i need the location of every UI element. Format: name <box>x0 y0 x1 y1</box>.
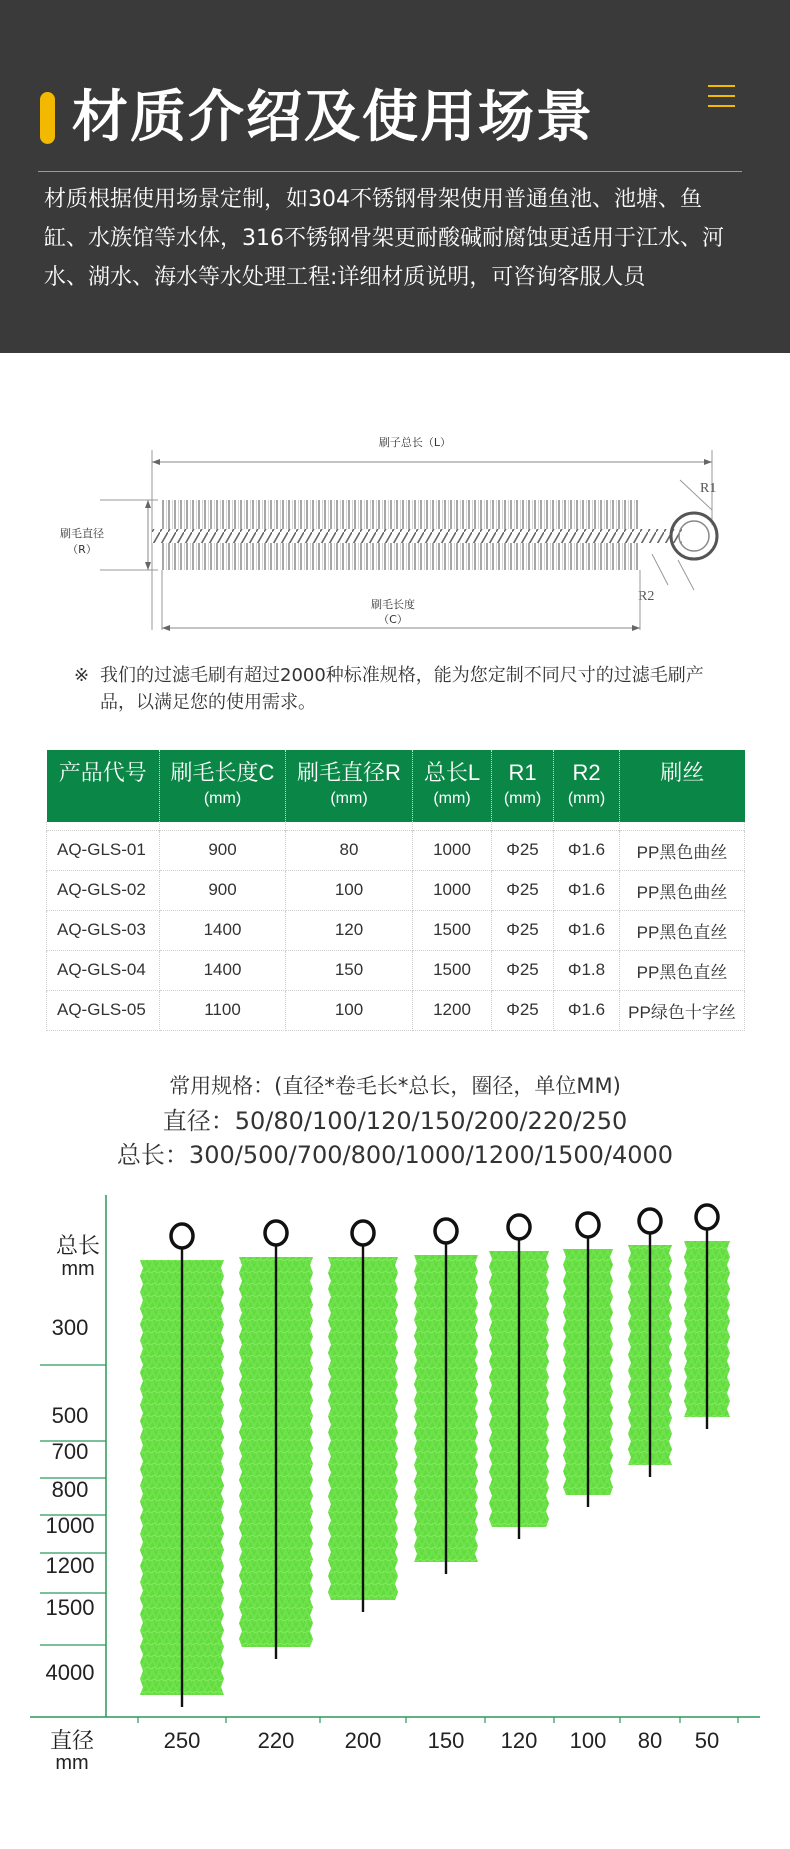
length-tick-label: 500 <box>51 1403 89 1428</box>
column-header-bristle-length: 刷毛长度C (mm) <box>160 750 286 822</box>
cell-product-code: AQ-GLS-04 <box>47 950 160 990</box>
cell-r2: Φ1.8 <box>554 950 620 990</box>
r2-label: R2 <box>638 589 655 604</box>
header-section <box>0 0 790 353</box>
cell-total-length: 1500 <box>413 950 492 990</box>
spec-table <box>46 750 745 1031</box>
diameter-label-code: （R） <box>67 543 97 556</box>
table-header-row <box>47 750 745 822</box>
cell-bristle-diameter: 150 <box>286 950 413 990</box>
cell-bristle-material: PP黑色直丝 <box>620 950 745 990</box>
column-header-r1: R1 (mm) <box>492 750 554 822</box>
bristle-length-label-code: （C） <box>378 613 408 626</box>
brush-loop <box>696 1205 718 1229</box>
cell-r1: Φ25 <box>492 950 554 990</box>
diameter-tick-label: 220 <box>257 1728 295 1753</box>
length-tick-label: 800 <box>51 1477 89 1502</box>
total-length-label: 刷子总长（L） <box>378 436 452 449</box>
cell-bristle-material: PP黑色曲丝 <box>620 830 745 870</box>
chart-brushes <box>140 1205 730 1707</box>
brush-size-chart <box>30 1195 760 1780</box>
y-axis-title: 总长 <box>55 1233 101 1258</box>
cell-bristle-diameter: 100 <box>286 990 413 1030</box>
brush-50 <box>684 1205 730 1429</box>
cell-r2: Φ1.6 <box>554 990 620 1030</box>
diameter-tick-label: 100 <box>569 1728 607 1753</box>
length-tick-label: 1200 <box>45 1553 95 1578</box>
brush-150 <box>414 1219 478 1574</box>
table-row <box>47 870 745 910</box>
cell-total-length: 1000 <box>413 830 492 870</box>
diameter-tick-label: 50 <box>694 1728 720 1753</box>
column-header-bristle-material: 刷丝 <box>620 750 745 822</box>
common-specs-heading: 常用规格：(直径*卷毛长*总长，圈径，单位MM) <box>169 1074 621 1098</box>
x-axis-title: 直径 <box>49 1728 95 1753</box>
hamburger-menu-icon[interactable] <box>708 84 735 108</box>
brush-core-drawing <box>152 529 682 543</box>
diameter-tick-label: 80 <box>637 1728 663 1753</box>
brush-loop <box>639 1209 661 1233</box>
cell-product-code: AQ-GLS-05 <box>47 990 160 1030</box>
cell-bristle-length: 1400 <box>160 950 286 990</box>
brush-loop <box>435 1219 457 1243</box>
length-tick-label: 1000 <box>45 1513 95 1538</box>
header-divider <box>38 171 742 172</box>
cell-bristle-length: 1400 <box>160 910 286 950</box>
page-title: 材质介绍及使用场景 <box>72 85 594 150</box>
material-description: 材质根据使用场景定制，如304不锈钢骨架使用普通鱼池、池塘、鱼缸、水族馆等水体，316不锈钢骨架更耐酸碱耐腐蚀更适用于江水、河水、湖水、海水等水处理工程:详细材质说明，可咨询客服人员 <box>44 187 724 290</box>
diameter-label: 刷毛直径 <box>60 527 104 540</box>
cell-r1: Φ25 <box>492 990 554 1030</box>
table-row <box>47 990 745 1030</box>
column-header-product-code: 产品代号 <box>47 750 160 822</box>
table-row <box>47 910 745 950</box>
length-options: 总长：300/500/700/800/1000/1200/1500/4000 <box>116 1141 674 1169</box>
cell-bristle-diameter: 100 <box>286 870 413 910</box>
brush-dimension-diagram <box>40 420 750 640</box>
brush-200 <box>328 1221 398 1612</box>
cell-bristle-length: 1100 <box>160 990 286 1030</box>
brush-220 <box>239 1221 313 1659</box>
table-row <box>47 950 745 990</box>
cell-total-length: 1000 <box>413 870 492 910</box>
cell-bristle-material: PP黑色曲丝 <box>620 870 745 910</box>
cell-bristle-material: PP绿色十字丝 <box>620 990 745 1030</box>
cell-total-length: 1500 <box>413 910 492 950</box>
brush-100 <box>563 1213 613 1507</box>
cell-r2: Φ1.6 <box>554 870 620 910</box>
title-accent-bar <box>40 92 55 144</box>
note-text: 我们的过滤毛刷有超过2000种标准规格，能为您定制不同尺寸的过滤毛刷产品，以满足您的使用需求。 <box>100 665 704 713</box>
note-mark: ※ <box>74 665 90 686</box>
cell-bristle-diameter: 120 <box>286 910 413 950</box>
diameter-tick-label: 200 <box>344 1728 382 1753</box>
brush-loop <box>577 1213 599 1237</box>
diameter-tick-label: 120 <box>500 1728 538 1753</box>
cell-r1: Φ25 <box>492 910 554 950</box>
diameter-tick-label: 250 <box>163 1728 201 1753</box>
column-header-r2: R2 (mm) <box>554 750 620 822</box>
y-axis-unit: mm <box>61 1258 95 1280</box>
brush-250 <box>140 1224 224 1707</box>
brush-loop <box>352 1221 374 1245</box>
brush-loop <box>508 1215 530 1239</box>
cell-total-length: 1200 <box>413 990 492 1030</box>
cell-bristle-material: PP黑色直丝 <box>620 910 745 950</box>
table-row <box>47 830 745 870</box>
length-tick-label: 300 <box>51 1315 89 1340</box>
brush-loop <box>265 1221 287 1245</box>
spec-note <box>74 662 734 716</box>
brush-80 <box>628 1209 672 1477</box>
diameter-tick-label: 150 <box>427 1728 465 1753</box>
cell-product-code: AQ-GLS-02 <box>47 870 160 910</box>
cell-bristle-length: 900 <box>160 830 286 870</box>
cell-bristle-diameter: 80 <box>286 830 413 870</box>
length-tick-label: 700 <box>51 1439 89 1464</box>
cell-product-code: AQ-GLS-01 <box>47 830 160 870</box>
length-tick-label: 4000 <box>45 1660 95 1685</box>
cell-bristle-length: 900 <box>160 870 286 910</box>
brush-loop <box>171 1224 193 1248</box>
common-specs <box>0 1068 790 1172</box>
column-header-bristle-diameter: 刷毛直径R (mm) <box>286 750 413 822</box>
cell-product-code: AQ-GLS-03 <box>47 910 160 950</box>
cell-r2: Φ1.6 <box>554 910 620 950</box>
column-header-total-length: 总长L (mm) <box>413 750 492 822</box>
brush-120 <box>489 1215 549 1539</box>
r1-label: R1 <box>700 481 717 496</box>
diameter-options: 直径：50/80/100/120/150/200/220/250 <box>162 1107 628 1135</box>
cell-r1: Φ25 <box>492 830 554 870</box>
length-tick-label: 1500 <box>45 1595 95 1620</box>
cell-r1: Φ25 <box>492 870 554 910</box>
cell-r2: Φ1.6 <box>554 830 620 870</box>
x-axis-unit: mm <box>55 1752 89 1774</box>
bristle-length-label: 刷毛长度 <box>371 598 415 611</box>
